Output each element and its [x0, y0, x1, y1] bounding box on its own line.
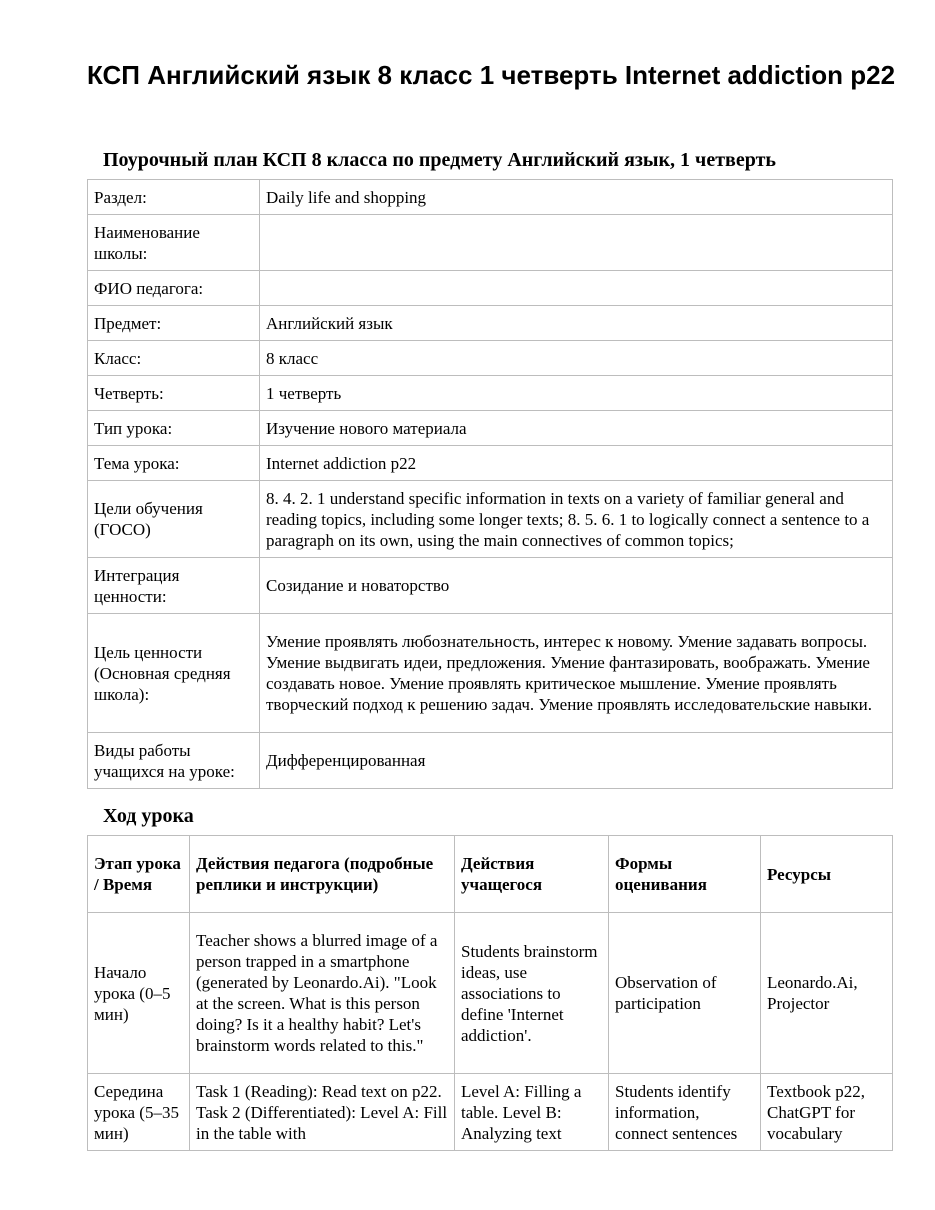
info-label: Раздел: [88, 180, 260, 215]
info-value: 8. 4. 2. 1 understand specific information in texts on a variety of familiar general and reading topics, including some longer texts; 8. 5. 6. 1 to logically connect a sentence to a paragraph on its own, using the main connectives of common topics; [260, 481, 893, 558]
info-value: Английский язык [260, 306, 893, 341]
header-stage: Этап урока / Время [88, 836, 190, 913]
info-value: 8 класс [260, 341, 893, 376]
document-title: КСП Английский язык 8 класс 1 четверть Internet addiction p22 [87, 60, 896, 90]
info-label: Цели обучения (ГОСО) [88, 481, 260, 558]
stage-cell: Начало урока (0–5 мин) [88, 913, 190, 1074]
teacher-cell: Task 1 (Reading): Read text on p22. Task 2 (Differentiated): Level A: Fill in the table with [190, 1074, 455, 1151]
info-label: Предмет: [88, 306, 260, 341]
info-row [88, 306, 893, 341]
lesson-flow-table [87, 835, 893, 1151]
lesson-info-table [87, 179, 893, 789]
info-label: Класс: [88, 341, 260, 376]
plan-heading: Поурочный план КСП 8 класса по предмету Английский язык, 1 четверть [103, 149, 776, 171]
info-label: Тип урока: [88, 411, 260, 446]
info-value [260, 271, 893, 306]
info-value: Internet addiction p22 [260, 446, 893, 481]
info-label: Интеграция ценности: [88, 558, 260, 614]
info-label: Виды работы учащихся на уроке: [88, 733, 260, 789]
stage-cell: Середина урока (5–35 мин) [88, 1074, 190, 1151]
info-row [88, 446, 893, 481]
student-cell: Level A: Filling a table. Level B: Analyzing text [455, 1074, 609, 1151]
info-row [88, 341, 893, 376]
info-label: Тема урока: [88, 446, 260, 481]
info-label: Цель ценности (Основная средняя школа): [88, 614, 260, 733]
header-assessment: Формы оценивания [609, 836, 761, 913]
info-label: Наименование школы: [88, 215, 260, 271]
info-value: Изучение нового материала [260, 411, 893, 446]
info-value: Умение проявлять любознательность, интерес к новому. Умение задавать вопросы. Умение выдвигать идеи, предложения. Умение фантазировать, воображать. Умение создавать новое. Умение проявлять критическое мышление. Умение проявлять творческий подход к решению задач. Умение проявлять исследовательские навыки. [260, 614, 893, 733]
info-label: ФИО педагога: [88, 271, 260, 306]
info-row [88, 411, 893, 446]
flow-heading: Ход урока [103, 805, 194, 827]
info-value: Созидание и новаторство [260, 558, 893, 614]
flow-row [88, 913, 893, 1074]
info-value: 1 четверть [260, 376, 893, 411]
header-student-actions: Действия учащегося [455, 836, 609, 913]
info-row [88, 614, 893, 733]
student-cell: Students brainstorm ideas, use associations to define 'Internet addiction'. [455, 913, 609, 1074]
info-row [88, 271, 893, 306]
info-row [88, 481, 893, 558]
info-value: Daily life and shopping [260, 180, 893, 215]
teacher-cell: Teacher shows a blurred image of a person trapped in a smartphone (generated by Leonardo.Ai). "Look at the screen. What is this person doing? Is it a healthy habit? Let's brainstorm words related to this." [190, 913, 455, 1074]
assessment-cell: Observation of participation [609, 913, 761, 1074]
info-row [88, 376, 893, 411]
flow-row [88, 1074, 893, 1151]
info-label: Четверть: [88, 376, 260, 411]
resources-cell: Leonardo.Ai, Projector [761, 913, 893, 1074]
resources-cell: Textbook p22, ChatGPT for vocabulary [761, 1074, 893, 1151]
header-resources: Ресурсы [761, 836, 893, 913]
info-value: Дифференцированная [260, 733, 893, 789]
info-row [88, 215, 893, 271]
assessment-cell: Students identify information, connect sentences [609, 1074, 761, 1151]
flow-header-row [88, 836, 893, 913]
info-row [88, 733, 893, 789]
info-row [88, 558, 893, 614]
info-value [260, 215, 893, 271]
info-row [88, 180, 893, 215]
header-teacher-actions: Действия педагога (подробные реплики и инструкции) [190, 836, 455, 913]
